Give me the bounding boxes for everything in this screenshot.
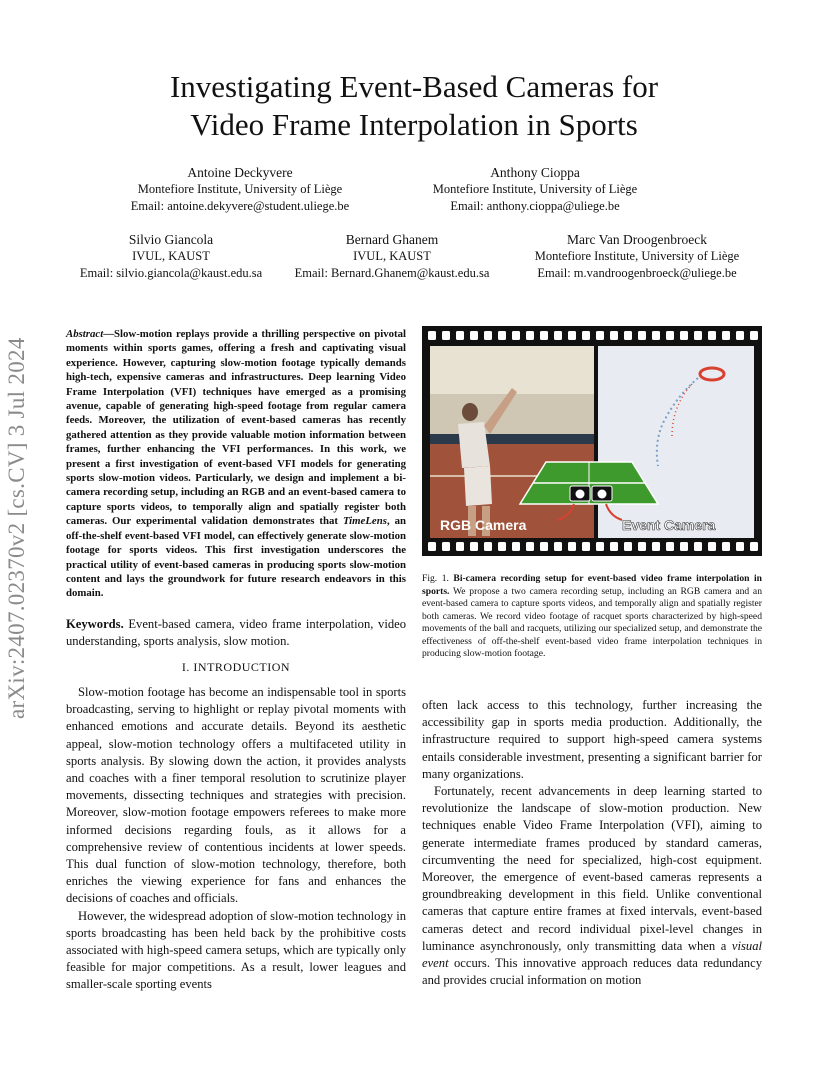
author-block xyxy=(56,231,286,282)
film-perforation xyxy=(582,331,590,340)
film-perforation xyxy=(456,542,464,551)
film-perforation xyxy=(722,331,730,340)
film-perforation xyxy=(596,542,604,551)
paragraph xyxy=(422,783,762,989)
film-perforation xyxy=(652,542,660,551)
film-perforation xyxy=(708,331,716,340)
caption-text: We propose a two camera recording setup, including an RGB camera and an event-based camera to capture sports videos, and temporally align and spatially register both cameras. We record video footage of racquet sports characterized by high-speed movements of the ball and racquets, utilizing our specialized setup, and demonstrate the effectiveness of off-the-shelf event-based video frame interpolation techniques in producing slow-motion footage. xyxy=(422,585,762,659)
film-perforation xyxy=(624,331,632,340)
figure-caption xyxy=(422,573,762,661)
paper-title xyxy=(60,68,768,144)
film-perforation xyxy=(568,331,576,340)
rgb-camera-label: RGB Camera xyxy=(440,517,527,533)
keywords-text: Event-based camera, video frame interpolation, video understanding, sports analysis, slow motion. xyxy=(66,617,406,648)
film-perforation xyxy=(540,542,548,551)
keywords xyxy=(66,616,406,650)
film-perforation xyxy=(666,542,674,551)
film-perforation xyxy=(498,331,506,340)
camera-lens-left xyxy=(576,490,585,499)
film-perforation xyxy=(708,542,716,551)
film-perforation xyxy=(484,542,492,551)
event-frame-background xyxy=(598,346,754,538)
author-block xyxy=(100,164,380,215)
arxiv-identifier: arXiv:2407.02370v2 [cs.CV] 3 Jul 2024 xyxy=(4,337,29,719)
intro-right-column xyxy=(422,697,762,989)
paragraph-text: Fortunately, recent advancements in deep learning started to revolutionize the landscape of slow-motion production. New techniques enable Video Frame Interpolation (VFI), aiming to generate intermediate frames produced by standard cameras, circumventing the need for specialized, high-cost equipment. Moreover, the emergence of event-based cameras represents a groundbreaking development in this field. Unlike conventional cameras that capture entire frames at fixed intervals, event-based cameras detect and record individual pixel-level changes in luminance asynchronously, only transmitting data when a xyxy=(422,784,762,953)
event-camera-label: Event Camera xyxy=(622,517,716,533)
author-affiliation: Montefiore Institute, University of Liège xyxy=(137,182,343,196)
film-perforation xyxy=(610,331,618,340)
event-frame xyxy=(598,346,754,538)
author-name: Anthony Cioppa xyxy=(490,165,580,180)
film-perforation xyxy=(582,542,590,551)
film-perforation xyxy=(554,542,562,551)
film-perforation xyxy=(568,542,576,551)
film-perforation xyxy=(694,542,702,551)
keywords-lead: Keywords. xyxy=(66,617,124,631)
author-affiliation: Montefiore Institute, University of Liège xyxy=(534,249,740,263)
film-perforation xyxy=(694,331,702,340)
paragraph: often lack access to this technology, further increasing the accessibility gap in sports media production. Additionally, the infrastructure required to support high-speed camera systems entails considerable investment, presenting a significant barrier for many organizations. xyxy=(422,698,762,781)
author-email: Email: silvio.giancola@kaust.edu.sa xyxy=(79,266,263,280)
paragraph-text-tail: occurs. This innovative approach reduces data redundancy and provides crucial information on motion xyxy=(422,956,762,988)
film-perforation xyxy=(540,331,548,340)
abstract-text-continued: , an off-the-shelf event-based VFI model, can effectively generate slow-motion footage for sports videos. This first investigation underscores the practical utility of event-based cameras in producing sports slow-motion content and lays the groundwork for future research endeavors in this domain. xyxy=(66,515,406,600)
film-perforation xyxy=(512,542,520,551)
film-perforation xyxy=(736,331,744,340)
author-block xyxy=(277,231,507,282)
abstract-emphasis: TimeLens xyxy=(342,515,387,528)
film-perforation xyxy=(428,331,436,340)
caption-bold: Bi-camera recording setup for event-based video frame interpolation in sports. xyxy=(422,573,762,597)
film-perforation xyxy=(736,542,744,551)
author-affiliation: IVUL, KAUST xyxy=(132,249,210,263)
author-name: Marc Van Droogenbroeck xyxy=(567,232,707,247)
caption-lead: Fig. 1. xyxy=(422,573,449,584)
author-email: Email: m.vandroogenbroeck@uliege.be xyxy=(537,266,737,280)
abstract-lead: Abstract xyxy=(66,328,104,340)
film-perforation xyxy=(554,331,562,340)
paragraph: Slow-motion footage has become an indispensable tool in sports broadcasting, serving to highlight or replay pivotal moments with enhanced emotions and accurate details. Beyond its aesthetic appeal, slow-motion technology offers a multifaceted utility in sports analysis. By slowing down the action, it provides analysts and coaches with a finer temporal resolution to scrutinize player movements, dissecting techniques and strategies with precision. Moreover, slow-motion footage empowers referees to make more informed decisions regarding fouls, as it allows for a comprehensive review of contentious incidents at lower speeds. This dual function of slow-motion technology, therefore, both enriches the viewing experience for fans and enhances the decisions of coaches and officials. xyxy=(66,685,406,906)
film-perforation xyxy=(470,331,478,340)
film-perforation xyxy=(470,542,478,551)
author-name: Silvio Giancola xyxy=(128,232,214,247)
player-shorts xyxy=(464,466,492,506)
film-perforation xyxy=(638,331,646,340)
rgb-frame-window xyxy=(430,346,594,394)
author-name: Bernard Ghanem xyxy=(345,232,439,247)
film-perforation xyxy=(624,542,632,551)
film-perforation xyxy=(750,542,758,551)
film-perforation xyxy=(526,542,534,551)
player-head xyxy=(462,403,478,421)
title-line-1: Investigating Event-Based Cameras for xyxy=(169,69,659,104)
paragraph: However, the widespread adoption of slow-motion technology in sports broadcasting has been held back by the prohibitive costs associated with high-speed camera setups, which are typically only feasible for major competitions. As a result, lower leagues and smaller-scale sporting events xyxy=(66,908,406,992)
author-email: Email: anthony.cioppa@uliege.be xyxy=(450,199,620,213)
film-perforation xyxy=(750,331,758,340)
film-perforation xyxy=(498,542,506,551)
author-email: Email: Bernard.Ghanem@kaust.edu.sa xyxy=(294,266,490,280)
section-heading: I. INTRODUCTION xyxy=(181,660,291,674)
film-perforation xyxy=(680,331,688,340)
court-back-wall xyxy=(430,434,594,444)
title-line-2: Video Frame Interpolation in Sports xyxy=(190,107,638,142)
film-perforation xyxy=(652,331,660,340)
film-perforation xyxy=(666,331,674,340)
film-perforation xyxy=(722,542,730,551)
film-perforation xyxy=(428,542,436,551)
author-email: Email: antoine.dekyvere@student.uliege.be xyxy=(130,199,350,213)
film-perforation xyxy=(442,331,450,340)
film-perforation xyxy=(596,331,604,340)
film-perforation xyxy=(456,331,464,340)
author-affiliation: IVUL, KAUST xyxy=(353,249,431,263)
film-perforation xyxy=(526,331,534,340)
film-perforation xyxy=(638,542,646,551)
film-perforation xyxy=(512,331,520,340)
author-name: Antoine Deckyvere xyxy=(187,165,293,180)
film-perforation xyxy=(442,542,450,551)
film-perforation xyxy=(484,331,492,340)
camera-lens-right xyxy=(598,490,607,499)
intro-left-column xyxy=(66,684,406,994)
abstract xyxy=(66,327,406,601)
author-block xyxy=(507,231,767,282)
abstract-text: —Slow-motion replays provide a thrilling perspective on pivotal moments within sports games, offering a fresh and captivating visual experience. However, capturing slow-motion footage typically demands high-tech, expensive cameras and infrastructures. Deep learning Video Frame Interpolation (VFI) techniques have emerged as a promising avenue, capable of generating high-speed footage from regular camera feeds. Moreover, the utilization of event-based cameras has recently gathered attention as they provide valuable motion information between frames, further enhancing the VFI performances. In this work, we present a first investigation of event-based VFI models for generating sports slow-motion videos. Particularly, we design and implement a bi-camera recording setup, including an RGB and an event-based camera to capture sports videos, to temporally align and spatially register both cameras. Our experimental validation demonstrates that xyxy=(66,328,406,528)
author-block xyxy=(395,164,675,215)
film-perforation xyxy=(610,542,618,551)
figure-bi-camera-setup xyxy=(422,326,762,556)
author-affiliation: Montefiore Institute, University of Liège xyxy=(432,182,638,196)
rgb-frame xyxy=(430,346,594,538)
film-perforation xyxy=(680,542,688,551)
paragraph-emphasis: visual event xyxy=(422,938,762,971)
